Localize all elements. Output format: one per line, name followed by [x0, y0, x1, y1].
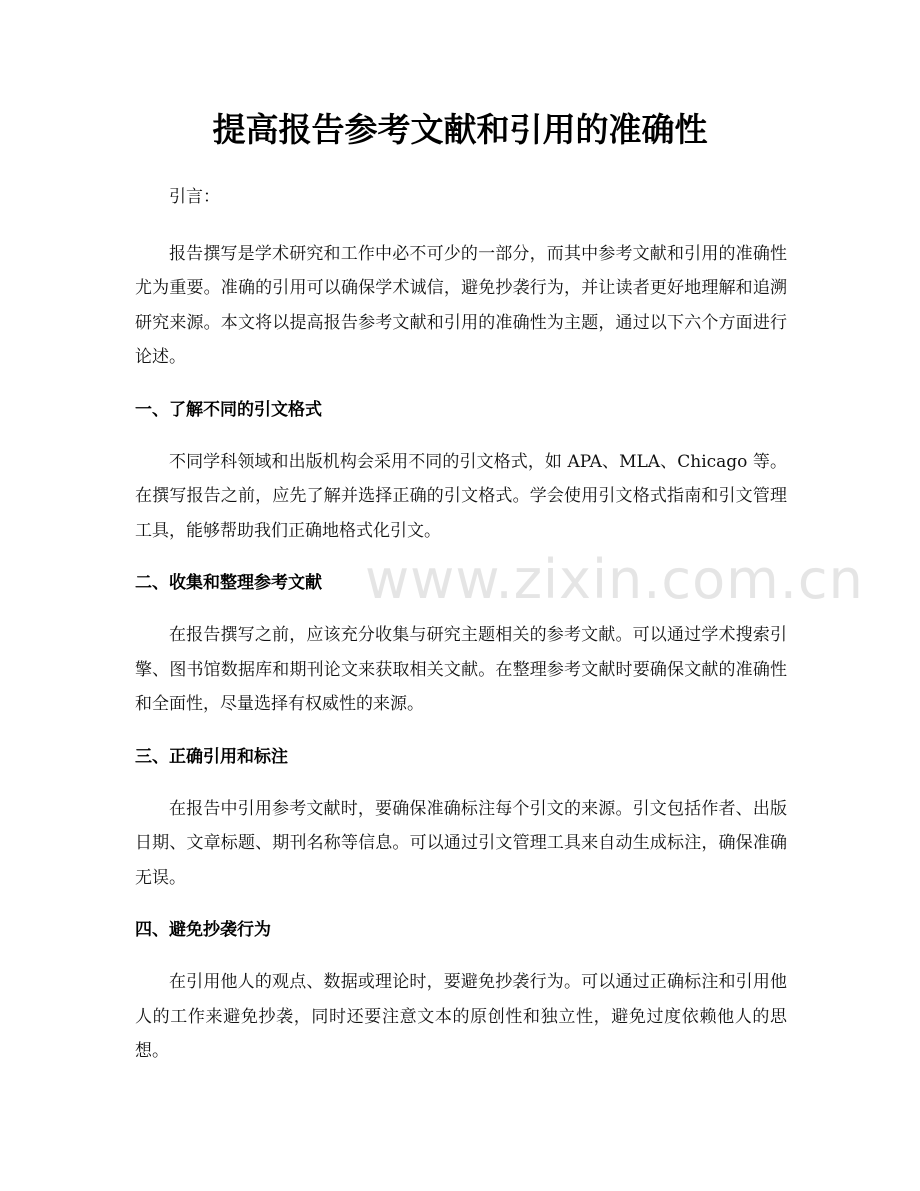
intro-paragraph: 报告撰写是学术研究和工作中必不可少的一部分，而其中参考文献和引用的准确性尤为重要。准确的引用可以确保学术诚信，避免抄袭行为，并让读者更好地理解和追溯研究来源。本文将以提高报告参考文献和引用的准确性为主题，通过以下六个方面进行论述。: [135, 243, 787, 367]
section-heading-4: 四、避免抄袭行为: [135, 920, 271, 940]
section-heading-3: 三、正确引用和标注: [135, 746, 288, 767]
section-heading-1: 一、了解不同的引文格式: [135, 399, 322, 420]
section-heading-2: 二、收集和整理参考文献: [135, 573, 322, 593]
document-body: [135, 180, 787, 1069]
section-body-3: 在报告中引用参考文献时，要确保准确标注每个引文的来源。引文包括作者、出版日期、文章标题、期刊名称等信息。可以通过引文管理工具来自动生成标注，确保准确无误。: [135, 798, 787, 888]
document-title: 提高报告参考文献和引用的准确性: [212, 110, 708, 149]
section-body-1: 不同学科领域和出版机构会采用不同的引文格式，如 APA、MLA、Chicago 等。在撰写报告之前，应先了解并选择正确的引文格式。学会使用引文格式指南和引文管理工具，能够帮助我们正确地格式化引文。: [135, 451, 787, 541]
intro-label: 引言：: [169, 187, 220, 207]
section-body-2: 在报告撰写之前，应该充分收集与研究主题相关的参考文献。可以通过学术搜索引擎、图书馆数据库和期刊论文来获取相关文献。在整理参考文献时要确保文献的准确性和全面性，尽量选择有权威性的来源。: [135, 625, 787, 714]
watermark: www.zixin.com.cn: [365, 548, 864, 611]
section-body-4: 在引用他人的观点、数据或理论时，要避免抄袭行为。可以通过正确标注和引用他人的工作来避免抄袭，同时还要注意文本的原创性和独立性，避免过度依赖他人的思想。: [135, 972, 787, 1061]
